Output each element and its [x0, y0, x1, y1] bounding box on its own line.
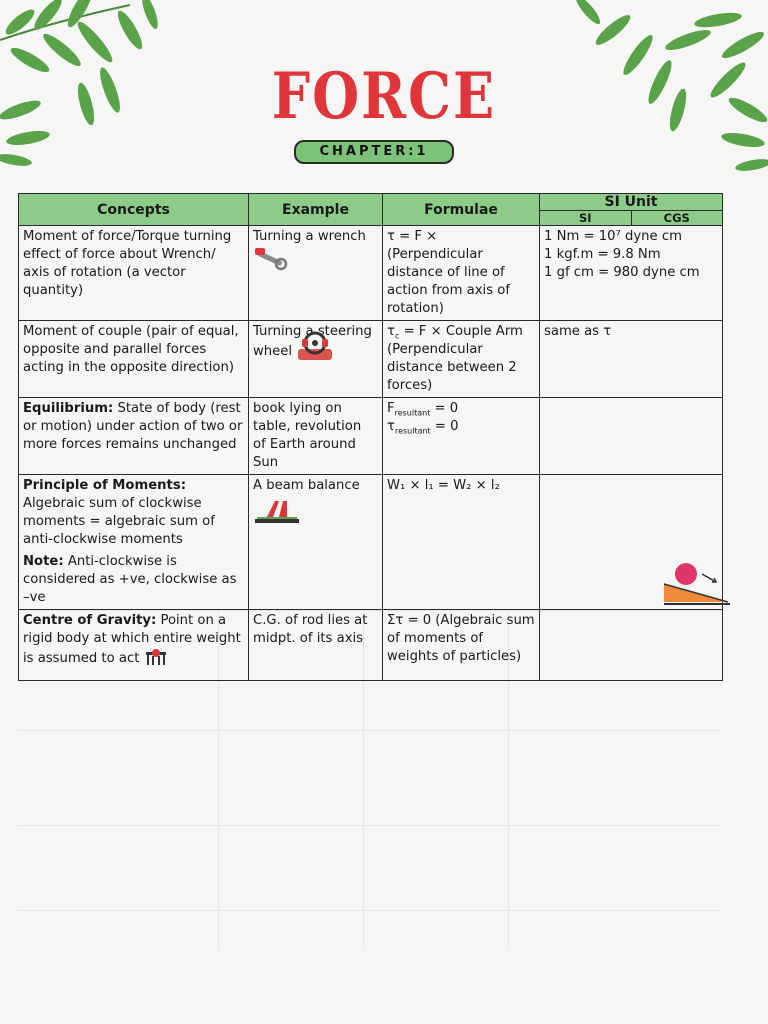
formula-line: [387, 400, 535, 418]
unit-cell: [540, 226, 723, 321]
unit-line: 1 Nm = 10⁷ dyne cm: [544, 229, 682, 244]
formula-subscript: resultant: [394, 408, 431, 418]
example-text: Turning a steering wheel: [253, 324, 372, 359]
example-cell: [249, 226, 383, 321]
concept-text: State of body (rest or motion) under action of two or more forces remains unchanged: [23, 401, 243, 452]
unit-cell: [540, 398, 723, 475]
formula-subscript: resultant: [394, 426, 431, 436]
formula-rest: = 0: [430, 419, 459, 434]
concept-heading: Principle of Moments:: [23, 478, 186, 493]
header-si-unit: [540, 194, 723, 226]
formula-cell: [383, 398, 540, 475]
example-text: Turning a wrench: [253, 229, 366, 244]
beam-balance-icon: [253, 495, 301, 525]
concept-cell: [19, 610, 249, 681]
formula-main: = F × Couple Arm: [403, 324, 523, 339]
formula-cell: [383, 321, 540, 398]
ball-on-ramp-icon: [662, 560, 732, 606]
table-row: [19, 398, 723, 475]
formula-rest: = 0: [430, 401, 459, 416]
formula-symbol: F: [387, 401, 395, 416]
formula-symbol: τ: [387, 324, 395, 339]
example-cell: C.G. of rod lies at midpt. of its axis: [249, 610, 383, 681]
formula-subscript: c: [394, 331, 400, 341]
concept-cell: [19, 475, 249, 610]
formula-cell: W₁ × l₁ = W₂ × l₂: [383, 475, 540, 610]
unit-cell: [540, 610, 723, 681]
formula-line: [387, 418, 535, 436]
example-cell: book lying on table, revolution of Earth around Sun: [249, 398, 383, 475]
unit-cell: same as τ: [540, 321, 723, 398]
formula-symbol: τ: [387, 419, 395, 434]
unit-line: 1 kgf.m = 9.8 Nm: [544, 247, 661, 262]
force-concepts-table: [18, 193, 723, 681]
page-title: FORCE: [271, 58, 497, 134]
note-text: Anti-clockwise is considered as +ve, clockwise as –ve: [23, 554, 237, 605]
concept-heading: Centre of Gravity:: [23, 613, 157, 628]
table-row: [19, 321, 723, 398]
header-example: Example: [249, 194, 383, 226]
wrench-icon: [253, 246, 289, 272]
formula-rest: (Perpendicular distance between 2 forces): [387, 342, 517, 393]
unit-line: 1 gf cm = 980 dyne cm: [544, 265, 700, 280]
table-header-row: [19, 194, 723, 226]
table-row: [19, 226, 723, 321]
concept-text: Point on a rigid body at which entire weight is assumed to act: [23, 613, 241, 666]
concept-text: Algebraic sum of clockwise moments = algebraic sum of anti-clockwise moments: [23, 496, 215, 547]
header-si-unit-label: SI Unit: [604, 194, 658, 210]
table-row: [19, 475, 723, 610]
concept-heading: Equilibrium:: [23, 401, 114, 416]
example-cell: [249, 475, 383, 610]
header-concepts: Concepts: [19, 194, 249, 226]
concept-cell: Moment of couple (pair of equal, opposite and parallel forces acting in the opposite direction): [19, 321, 249, 398]
example-cell: [249, 321, 383, 398]
concept-cell: Moment of force/Torque turning effect of force about Wrench/ axis of rotation (a vector quantity): [19, 226, 249, 321]
formula-cell: Στ = 0 (Algebraic sum of moments of weights of particles): [383, 610, 540, 681]
concept-cell: [19, 398, 249, 475]
header-cgs: CGS: [631, 211, 723, 225]
formula-cell: τ = F × (Perpendicular distance of line of action from axis of rotation): [383, 226, 540, 321]
header-formulae: Formulae: [383, 194, 540, 226]
chapter-badge: CHAPTER:1: [294, 140, 454, 164]
note-label: Note:: [23, 554, 64, 569]
header-si: SI: [578, 211, 592, 225]
rod-weights-icon: [144, 648, 168, 668]
table-row: [19, 610, 723, 681]
steering-wheel-icon: [296, 331, 334, 361]
example-text: A beam balance: [253, 478, 360, 493]
note: [23, 553, 244, 607]
